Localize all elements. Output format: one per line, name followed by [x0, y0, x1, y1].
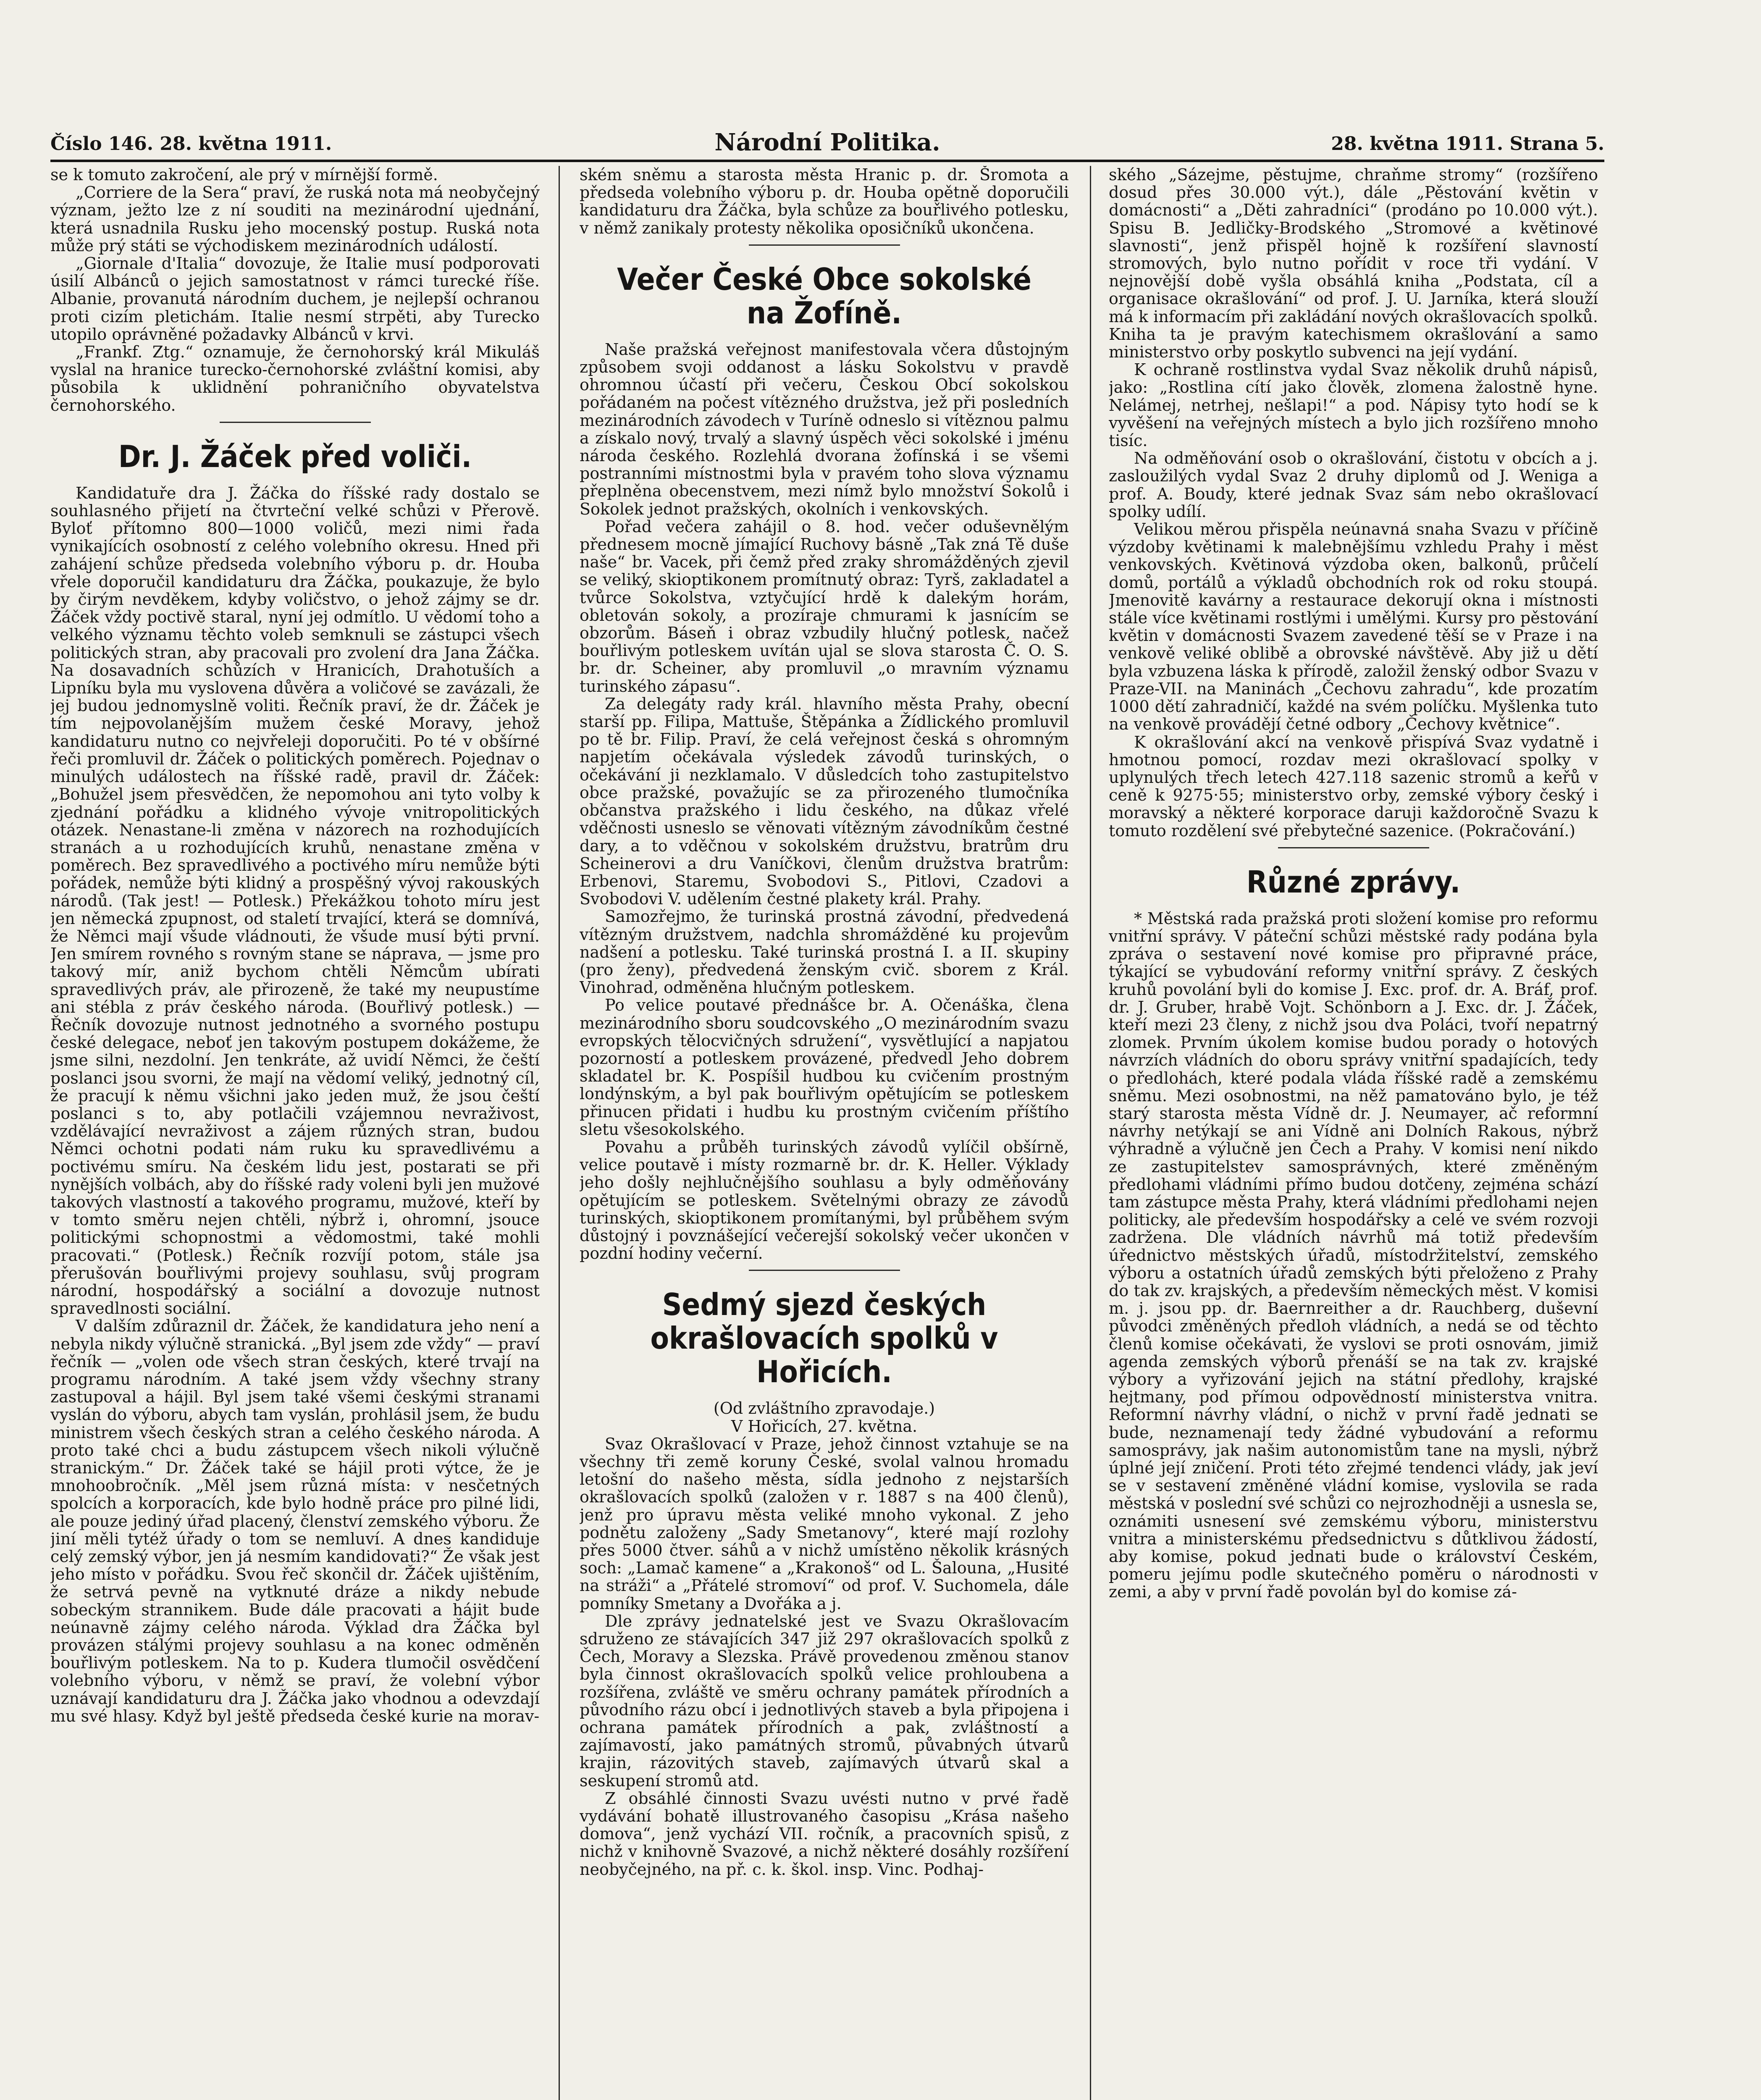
divider — [749, 244, 900, 246]
section-heading: Různé zprávy. — [1246, 864, 1461, 900]
newspaper-title: Národní Politika. — [714, 129, 940, 156]
paragraph: Velikou měrou přispěla neúnavná snaha Svazu v příčině výzdoby květinami k malebnějšímu vzhledu Prahy i měst venkovských. Květinová výzdoba oken, balkonů, průčelí domů, portálů a výkladů obchodních rok od roku stoupá. Jmenovitě kavárny a restaurace dekorují okna i místnosti stále více květinami rostlými i umělými. Kursy pro pěstování květin v domácnosti Svazem zavedené těší se v Praze i na venkově veliké oblibě a obrovské návštěvě. Aby již u dětí byla vzbuzena láska k přírodě, založil ženský odbor Svazu v Praze-VII. na Maninách „Čechovu zahradu“, kde prozatím 1000 dětí zahradničí, každé na svém políčku. Myšlenka tuto na venkově provádějí četné odbory „Čechovy květnice“. — [1109, 520, 1598, 734]
column-2 — [580, 166, 1069, 2100]
paragraph: K okrašlování akcí na venkově přispívá Svaz vydatně i hmotnou pomocí, rozdav mezi okrašlovací spolky v uplynulých třech letech 427.118 sazenic stromů a keřů v ceně k 9275·55; ministerstvo orby, zemské výbory český i moravský a některé korporace daruji každoročně Svazu k tomuto rozdělení své přebytečné sazenice. (Pokračování.) — [1109, 732, 1598, 840]
divider — [1278, 847, 1429, 848]
paragraph: Pořad večera zahájil o 8. hod. večer oduševnělým přednesem mocně jímající Ruchovy básně „Tak zná Tě duše naše“ br. Vacek, při čemž před zraky shromážděných zjevil se veliký, skioptikonem promítnutý obraz: Tyrš, zakladatel a tvůrce Sokolstva, vztyčující hrdě k dalekým horám, obletován sokoly, a prozíraje chmurami k jasnícím se obzorům. Báseň i obraz vzbudily hlučný potlesk, načež bouřlivým potleskem uvítán ujal se slova starosta Č. O. S. br. dr. Scheiner, aby promluvil „o mravním významu turinského zápasu“. — [580, 517, 1069, 696]
column-divider — [559, 166, 560, 2100]
paragraph: Svaz Okrašlovací v Praze, jehož činnost vztahuje se na všechny tři země koruny České, svolal valnou hromadu letošní do našeho města, sídla jednoho z nejstarších okrašlovacích spolků (založen v r. 1887 s na 400 členů), jenž pro úpravu města veliké mnoho vykonal. Z jeho podnětu založeny „Sady Smetanovy“, které mají rozlohy přes 5000 čtver. sáhů a v nichž umístěno několik krásných soch: „Lamač kamene“ a „Krakonoš“ od L. Šalouna, „Husité na stráži“ a „Přátelé stromoví“ od prof. V. Suchomela, dále pomníky Smetany a Dvořáka a j. — [580, 1434, 1069, 1613]
divider — [220, 422, 371, 423]
paragraph: Povahu a průběh turinských závodů vylíčil obšírně, velice poutavě i místy rozmarně br. dr. K. Heller. Výklady jeho došly nejhlučnějšího souhlasu a byly odměňovány opětujícím se potleskem. Světelnými obrazy ze závodů turinských, skioptikonem promítanými, byl průběhem svým důstojný i povznášející večerejší sokolský večer ukončen v pozdní hodiny večerní. — [580, 1137, 1069, 1263]
paragraph: Na odměňování osob o okrašlování, čistotu v obcích a j. zasloužilých vydal Svaz 2 druhy diplomů od J. Weniga a prof. A. Boudy, které jednak Svaz sám nebo okrašlovací spolky udílí. — [1109, 449, 1598, 521]
paragraph: Dle zprávy jednatelské jest ve Svazu Okrašlovacím sdruženo ze stávajících 347 již 297 okrašlovacích spolků z Čech, Moravy a Slezska. Právě provedenou změnou stanov byla činnost okrašlovacích spolků velice prohloubena a rozšířena, zvláště ve směru ochrany památek přírodních a původního rázu obcí i jednotlivých staveb a byla připojena i ochrana památek přírodních a pak, zvláštností a zajímavostí, jako památných stromů, půvabných útvarů krajin, rázovitých staveb, zajímavých útvarů skal a seskupení stromů atd. — [580, 1612, 1069, 1790]
paragraph: Za delegáty rady král. hlavního města Prahy, obecní starší pp. Filipa, Mattuše, Štěpánka a Žídlického promluvil po tě br. Filip. Praví, že celá veřejnost česká s ohromným napjetím očekávala výsledek závodů turinských, o očekávání ji nezklamalo. V důsledcích toho zastupitelstvo obce pražské, považujíc se za přirozeného tlumočníka občanstva pražského i lidu českého, na důkaz vřelé vděčnosti usneslo se věnovati vítězným závodníkům čestné dary, a to vděčnou v sokolském družstvu, bratrům dru Scheinerovi a dru Vaníčkovi, členům družstva bratrům: Erbenovi, Staremu, Svobodovi S., Pitlovi, Czadovi a Svobodovi V. udělením čestné plakety král. Prahy. — [580, 694, 1069, 908]
divider — [749, 1270, 900, 1271]
paragraph: Kandidatuře dra J. Žáčka do říšské rady dostalo se souhlasného přijetí na čtvrteční velké schůzi v Přerově. Byloť přítomno 800—1000 voličů, mezi nimi řada vynikajících osobností z celého volebního okresu. Hned při zahájení schůze předseda volebního výboru p. dr. Houba vřele doporučil kandidaturu dra Žáčka, poukazuje, že bylo by čirým nevděkem, kdyby voličstvo, o jehož zájmy se dr. Žáček vždy poctivě staral, nyní jej odmítlo. U vědomí toho a velkého významu těchto voleb semknuli se zástupci všech politických stran, aby pracovali pro zvolení dra Jana Žáčka. Na dosavadních schůzích v Hranicích, Drahotuších a Lipníku byla mu vyslovena důvěra a voličové se zavázali, že jej budou jednomyslně voliti. Řečník praví, že dr. Žáček je tím nejpovolanějším mužem české Moravy, jehož kandidaturu nutno co nejvřeleji doporučiti. Po té v obšírné řeči promluvil dr. Žáček o politických poměrech. Pojednav o minulých událostech na říšské radě, pravil dr. Žáček: „Bohužel jsem přesvědčen, že nepomohou ani tyto volby k zjednání pořádku a klidného vývoje vnitropolitických otázek. Nenastane-li změna v názorech na rozhodujících stranách a u rozhodujících kruhů, nenastane změna v poměrech. Bez spravedlivého a poctivého míru nemůže býti pořádek, nemůže býti klidný a prospěšný vývoj rakouských národů. (Tak jest! — Potlesk.) Překážkou tohoto míru jest jen německá zpupnost, od staletí trvající, která se domnívá, že Němci mají všude vládnouti, že všude musí býti první. Jen smírem rovného s rovným stane se náprava, — jsme pro takový mír, aniž bychom chtěli Němcům ubírati spravedlivých práv, ale přirozeně, že také my neupustíme ani stébla z práv českého národa. (Bouřlivý potlesk.) — Řečník dovozuje nutnost jednotného a svorného postupu české delegace, neboť jen takovým postupem dokážeme, že jsme silni, nezdolní. Jen tenkráte, až uvidí Němci, že čeští poslanci jsou svorni, že mají na vědomí veliký, jednotný cíl, že pracují k němu všichni jako jeden muž, že jsou čeští poslanci s to, aby potlačili vzájemnou nevraživost, vzdělávající nevraživost a zájem různých stran, budou Němci ochotni podati nám ruku ku spravedlivému a poctivému smíru. Na českém lidu jest, postarati se při nynějších volbách, aby do říšské rady voleni byli jen mužové takových vlastností a takového programu, mužové, kteří by v tomto směru nejen chtěli, nýbrž i, ohromní, jsouce politickými schopnostmi a vědomostmi, také mohli pracovati.“ (Potlesk.) Řečník rozvíjí potom, stále jsa přerušován bouřlivými projevy souhlasu, svůj program národní, hospodářský a sociální a dovozuje nutnost spravedlnosti sociální. — [50, 483, 540, 1318]
paragraph: Po velice poutavé přednášce br. A. Očenáška, člena mezinárodního sboru soudcovského „O mezinárodním svazu evropských tělocvičných sdružení“, vysvětlující a napjatou pozorností a potleskem provázené, předvedl Jeho dobrem skladatel br. K. Pospíšil hudbou ku cvičením prostným londýnským, a byl pak bouřlivým opětujícím se potleskem přinucen přidati i hudbu ku prostným cvičením příštího sletu všesokolského. — [580, 996, 1069, 1139]
column-3 — [1109, 166, 1598, 2100]
paragraph: Naše pražská veřejnost manifestovala včera důstojným způsobem svoji oddanost a lásku Sokolstvu v pravdě ohromnou účastí při večeru, Českou Obcí sokolskou pořádaném na počest vítězného družstva, jež při posledních mezinárodních závodech v Turíně odneslo si vítěznou palmu a získalo nový, trvalý a slavný úspěch věci sokolské i jménu národa českého. Rozlehlá dvorana žofínská i se všemi postranními místnostmi byla v pravém toho slova významu přeplněna obecenstvem, mezi nímž bylo množství Sokolů i Sokolek jednot pražských, okolních i venkovských. — [580, 340, 1069, 518]
paragraph: * Městská rada pražská proti složení komise pro reformu vnitřní správy. V páteční schůzi městské rady podána byla zpráva o sestavení nové komise pro připravné práce, týkající se vybudování reformy vnitřní správy. Z českých kruhů povolání byli do komise J. Exc. prof. dr. A. Bráf, prof. dr. J. Gruber, hrabě Vojt. Schönborn a J. Exc. dr. J. Žáček, kteří mezi 23 členy, z nichž jsou dva Poláci, tvoří nepatrný zlomek. Prvním úkolem komise budou porady o hotových návrzích vládních do oboru správy vnitřní spadajících, tedy o předlohách, které podala vláda říšské radě a zemskému sněmu. Mezi osobnostmi, na něž pamatováno bylo, je též starý starosta města Vídně dr. J. Neumayer, ač reformní návrhy netýkají se ani Vídně ani Dolních Rakous, nýbrž výhradně a výlučně jen Čech a Prahy. V komisi není nikdo ze zastupitelstev samosprávných, které změněným předlohami vládními přímo budou dotčeny, zejména schází tam zástupce města Prahy, která vládními předlohami nejen politicky, ale především hospodářsky a celé ve svém rozvoji zadržena. Dle vládních návrhů má totiž především úřednictvo městských úřadů, místodržitelství, zemského výboru a ostatních úřadů zemských býti přeloženo z Prahy do tak zv. krajských, a především německých měst. V komisi m. j. jsou pp. dr. Baernreither a dr. Rauchberg, duševní původci změněných předloh vládních, a nedá se od těchto členů komise očekávati, že vyslovi se proti osnovám, jimiž agenda zemských výborů přenáší se na tak zv. krajské výbory a vyřizování jejich na státní předlohy, krajské hejtmany, pod přímou odpovědností ministerstva vnitra. Reformní návrhy vládní, o nichž v první řadě jednati se bude, neznamenají tedy žádné vybudování a reformu samosprávy, jak našim autonomistům tane na mysli, nýbrž úplné její zničení. Proti této zřejmé tendenci vlády, jak jeví se v sestavení změněné vládní komise, vyslovila se rada městská v poslední své schůzi co nejrozhodněji a usnesla se, oznámiti usnesení své zemskému výboru, ministerstvu vnitra a ministerskému předsednictvu s důtklivou žádostí, aby komise, pokud jednati bude o království Českém, pomeru jejímu podle skutečného poměru o národnosti v zemi, a aby v první řadě povolán byl do komise zá- — [1109, 909, 1598, 1601]
issue-number: Číslo 146. 28. května 1911. — [50, 133, 332, 155]
paragraph: V dalším zdůraznil dr. Žáček, že kandidatura jeho není a nebyla nikdy výlučně stranická. „Byl jsem zde vždy“ — praví řečník — „volen ode všech stran českých, které trvají na programu národním. A také jsem vždy všechny strany zastupoval a hájil. Byl jsem také všemi českými stranami vyslán do výboru, abych tam vyslán, prohlásil jsem, že budu ministrem všech českých stran a celého českého národa. A proto také chci a budu zástupcem všech nikoli výlučně stranickým.“ Dr. Žáček také se hájil proti výtce, že je mnohoobročník. „Měl jsem různá místa: v nesčetných spolcích a korporacích, kde bylo hodně práce pro pilné lidi, ale pouze jediný úřad placený, členství zemského výboru. Že jiní měli tytéž úřady o tom se nemluví. A dnes kandiduje celý zemský výbor, jen já nesmím kandidovati?“ Že však jest jeho místo v pořádku. Svou řeč skončil dr. Žáček ujištěním, že setrvá pevně na vytknuté dráze a nikdy nebude sobeckým strannikem. Bude dále pracovati a hájit bude neúnavně zájmy celého národa. Výklad dra Žáčka byl provázen stálými projevy souhlasu a na konec odměněn bouřlivým potleskem. Na to p. Kudera tlumočil osvědčení volebního výboru, v němž se praví, že volební výbor uznávají kandidaturu dra J. Žáčka jako vhodnou a odevzdají mu své hlasy. Když byl ještě předseda české kurie na morav- — [50, 1317, 540, 1725]
column-divider — [1090, 166, 1091, 2100]
paragraph: se k tomuto zakročení, ale prý v mírnější formě. — [50, 166, 438, 184]
column-1 — [50, 166, 540, 2100]
article-heading: Dr. J. Žáček před voliči. — [118, 438, 472, 474]
paragraph: Samozřejmo, že turinská prostná závodní, předvedená vítězným družstvem, nadchla shromážděné ku projevům nadšení a potlesku. Také turinská prostná I. a II. skupiny (pro ženy), předvedená ženským cvič. sborem z Král. Vinohrad, odměněna hlučným potleskem. — [580, 907, 1069, 997]
page-header — [50, 126, 1604, 162]
dateline: V Hořicích, 27. května. — [731, 1417, 918, 1436]
paragraph: „Giornale d'Italia“ dovozuje, že Italie musí podporovati úsilí Albánců o jejich samostatnost v rámci turecké říše. Albanie, provanutá národním duchem, je nejlepší ochranou proti cizím pletichám. Italie nesmí strpěti, aby Turecko utopilo oprávněné požadavky Albánců v krvi. — [50, 254, 540, 344]
paragraph: ském sněmu a starosta města Hranic p. dr. Šromota a předseda volebního výboru p. dr. Houba opětně doporučili kandidaturu dra Žáčka, byla schůze za bouřlivého potlesku, v němž zanikaly protesty několika oposičníků ukončena. — [580, 166, 1069, 237]
page-date: 28. května 1911. Strana 5. — [1331, 133, 1604, 155]
paragraph: Z obsáhlé činnosti Svazu uvésti nutno v prvé řadě vydávání bohatě illustrovaného časopisu „Krása našeho domova“, jenž vychází VII. ročník, a pracovních spisů, z nichž v knihovně Svazové, a nichž některé dosáhly rozšíření neobyčejného, na př. c. k. škol. insp. Vinc. Podhaj- — [580, 1789, 1069, 1879]
article-heading: Večer České Obce sokolské na Žofíně. — [617, 261, 1031, 331]
paragraph: ského „Sázejme, pěstujme, chraňme stromy“ (rozšířeno dosud přes 30.000 výt.), dále „Pěstování květin v domácnosti“ a „Děti zahradníci“ (prodáno po 10.000 výt.). Spisu B. Jedličky-Brodského „Stromové a květinové slavnosti“, jenž přispěl hojně k rozšíření slavností stromových, bylo nutno pořídit v roce tři vydání. V nejnovější době vyšla obsáhlá kniha „Podstata, cíl a organisace okrašlování“ od prof. J. U. Jarníka, která slouží má k informacím při zakládání nových okrašlovacích spolků. Kniha ta je pravým katechismem okrašlování a samo ministerstvo orby poskytlo subvenci na její vydání. — [1109, 166, 1598, 362]
paragraph: K ochraně rostlinstva vydal Svaz několik druhů nápisů, jako: „Rostlina cítí jako člověk, zlomena žalostně hyne. Nelámej, netrhej, nešlapi!“ a pod. Nápisy tyto hodí se k vyvěšení na veřejných místech a bylo jich rozšířeno mnoho tisíc. — [1109, 360, 1598, 450]
paragraph: „Frankf. Ztg.“ oznamuje, že černohorský král Mikuláš vyslal na hranice turecko-černohorské zvláštní komisi, aby působila k uklidnění pohraničního obyvatelstva černohorského. — [50, 343, 540, 415]
article-heading: Sedmý sjezd českých okrašlovacích spolků v Hořicích. — [650, 1287, 998, 1390]
article-subtitle: (Od zvláštního zpravodaje.) — [713, 1399, 935, 1418]
paragraph: „Corriere de la Sera“ praví, že ruská nota má neobyčejný význam, ježto lze z ní souditi na mezinárodní ujednání, která usnadnila Rusku jeho mocenský postup. Ruská nota může prý státi se východiskem mezinárodních událostí. — [50, 183, 540, 255]
